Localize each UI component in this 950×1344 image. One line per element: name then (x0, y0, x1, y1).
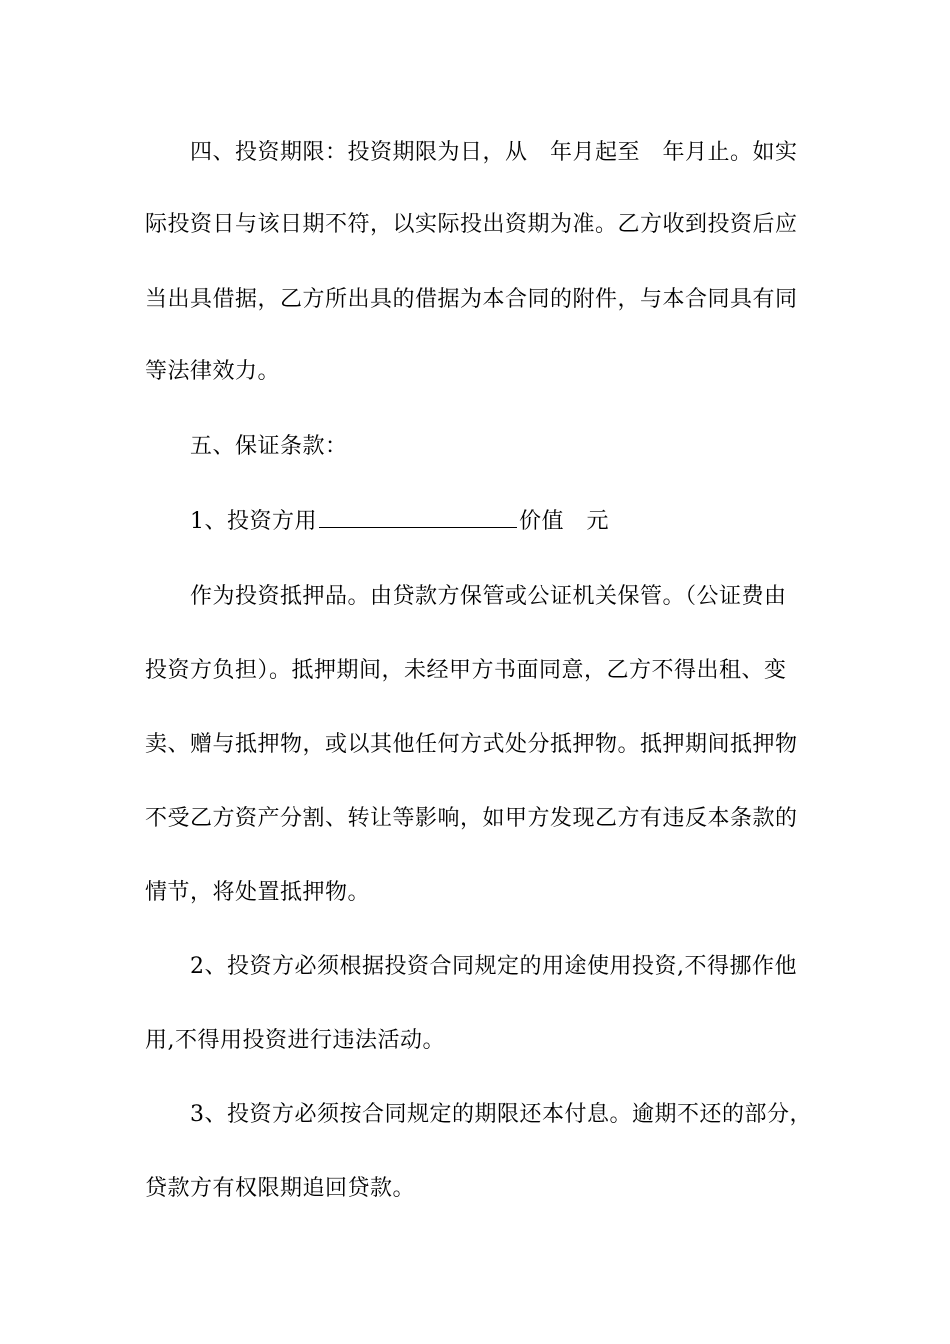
paragraph-collateral-line-5: 情节，将处置抵押物。 (145, 880, 371, 905)
clause-3-line-2: 贷款方有权限期追回贷款。 (145, 1176, 416, 1201)
clause-1-line (190, 507, 860, 537)
clause-2-line-1: 2、投资方必须根据投资合同规定的用途使用投资,不得挪作他 (190, 954, 797, 979)
fill-in-blank-line (319, 507, 517, 528)
paragraph-term-line-2: 际投资日与该日期不符，以实际投出资期为准。乙方收到投资后应 (145, 212, 798, 237)
paragraph-term-line-1: 四、投资期限：投资期限为日，从 年月起至 年月止。如实 (190, 140, 798, 165)
clause-3-line-1: 3、投资方必须按合同规定的期限还本付息。逾期不还的部分， (190, 1102, 812, 1127)
clause-2-line-2: 用,不得用投资进行违法活动。 (145, 1028, 445, 1053)
clause-1-suffix: 价值 元 (519, 509, 610, 534)
paragraph-collateral-line-4: 不受乙方资产分割、转让等影响，如甲方发现乙方有违反本条款的 (145, 806, 798, 831)
section-heading-guarantee: 五、保证条款： (190, 434, 348, 459)
paragraph-collateral-line-2: 投资方负担）。抵押期间，未经甲方书面同意，乙方不得出租、变 (145, 658, 787, 683)
paragraph-collateral-line-1: 作为投资抵押品。由贷款方保管或公证机关保管。（公证费由 (190, 584, 787, 609)
paragraph-collateral-line-3: 卖、赠与抵押物，或以其他任何方式处分抵押物。抵押期间抵押物 (145, 732, 798, 757)
paragraph-term-line-4: 等法律效力。 (145, 359, 281, 384)
clause-1-prefix: 1、投资方用 (190, 509, 317, 534)
paragraph-term-line-3: 当出具借据，乙方所出具的借据为本合同的附件，与本合同具有同 (145, 287, 798, 312)
